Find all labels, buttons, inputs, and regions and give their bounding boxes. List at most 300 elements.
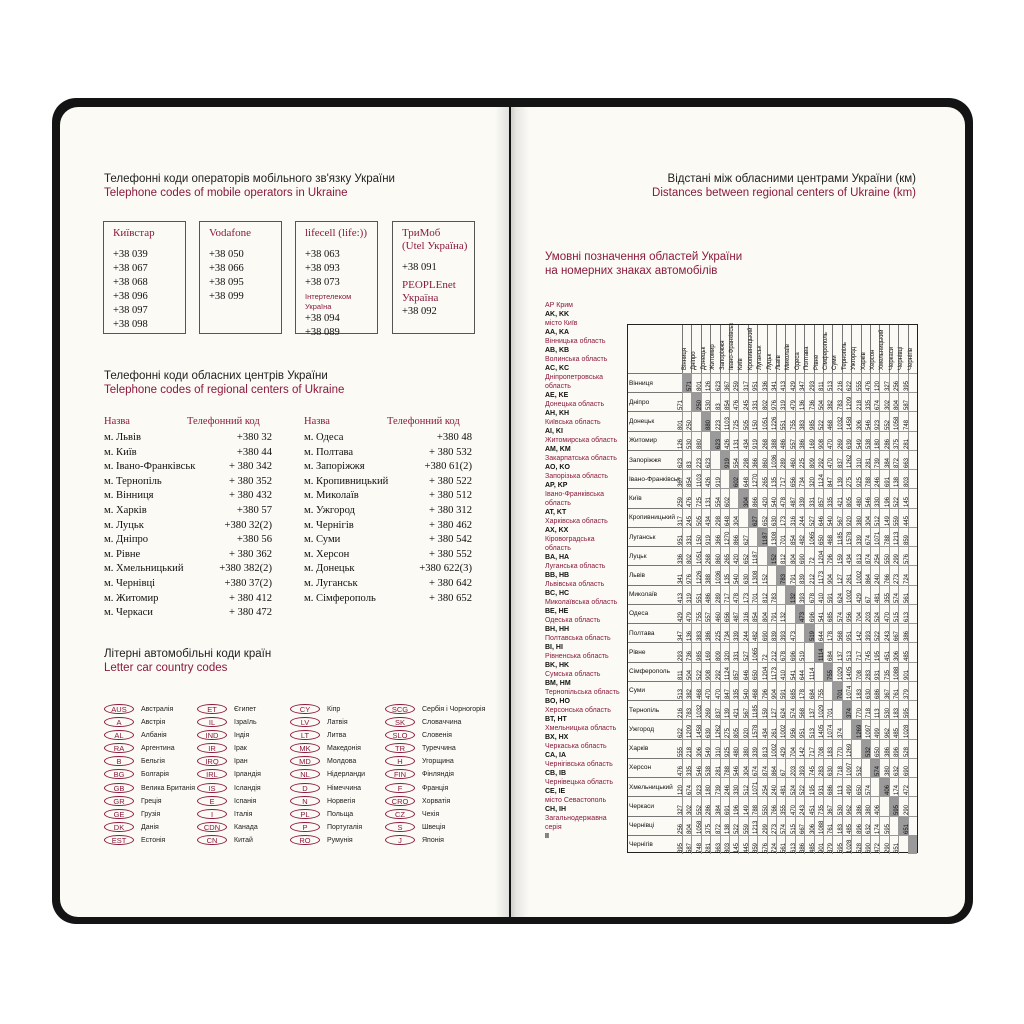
distance-value: 331 xyxy=(809,496,816,507)
city-row xyxy=(304,460,472,475)
distance-value: 1036 xyxy=(715,570,722,584)
distance-value: 196 xyxy=(884,496,891,507)
distance-value: 804 xyxy=(687,823,694,834)
plates-title-1: Умовні позначення областей України xyxy=(545,251,743,263)
distance-value: 595 xyxy=(837,842,844,853)
distance-value: 854 xyxy=(753,612,760,623)
distance-value: 298 xyxy=(743,458,750,469)
distance-value: 275 xyxy=(725,727,731,738)
distance-value: 551 xyxy=(781,419,788,430)
distance-value: 426 xyxy=(706,477,713,488)
distance-value: 528 xyxy=(856,842,863,853)
distance-value: 574 xyxy=(866,785,872,796)
distance-value: 522 xyxy=(894,496,901,507)
distance-value: 1173 xyxy=(772,666,778,680)
region-name: Херсонська область xyxy=(545,707,611,714)
country-code-oval: IL xyxy=(197,717,227,727)
region-name: Івано-Франківська область xyxy=(545,491,605,507)
distance-value: 717 xyxy=(809,746,816,757)
distance-value: 468 xyxy=(828,535,835,546)
distance-value: 652 xyxy=(762,515,769,526)
distance-value: 268 xyxy=(762,438,769,449)
country-name: Латвія xyxy=(327,719,348,727)
distance-cell xyxy=(903,739,917,758)
distance-value: 1002 xyxy=(781,724,788,738)
distance-value: 701 xyxy=(837,689,844,700)
distance-value: 880 xyxy=(706,419,713,430)
country-name: Чехія xyxy=(422,810,440,818)
distance-value: 256 xyxy=(894,381,901,392)
distance-value: 866 xyxy=(753,496,760,507)
region-name: Запорізька область xyxy=(545,473,609,480)
operator-name-line2: Україна xyxy=(402,292,439,304)
region-name: Сумська область xyxy=(545,671,601,678)
distance-cell xyxy=(734,508,747,527)
plate-code: CB, IB xyxy=(545,770,566,777)
region-name: Тернопільська область xyxy=(545,689,620,696)
distance-value: 366 xyxy=(753,458,760,469)
distance-value: 512 xyxy=(875,515,882,526)
distance-value: 602 xyxy=(725,496,731,507)
city-name: м. Запоріжжя xyxy=(304,461,365,473)
distance-value: 736 xyxy=(687,650,694,661)
distance-value: 265 xyxy=(762,477,769,488)
distance-value: 183 xyxy=(837,823,844,834)
row-header: Чернівці xyxy=(628,816,682,835)
plate-code: BO, HO xyxy=(545,698,570,705)
distance-value: 613 xyxy=(790,842,797,853)
distance-value: 513 xyxy=(678,689,684,700)
distance-value: 847 xyxy=(828,477,835,488)
country-code-oval: SK xyxy=(385,717,415,727)
distance-value: 745 xyxy=(866,650,872,661)
distance-value: 246 xyxy=(875,477,882,488)
country-name: Китай xyxy=(234,836,253,844)
distance-value: 630 xyxy=(866,689,872,700)
distance-value: 367 xyxy=(725,381,731,392)
distance-value: 1578 xyxy=(753,724,760,738)
operator-code: +38 066 xyxy=(209,263,244,274)
plate-code: AE, KE xyxy=(545,392,569,399)
distance-value: 874 xyxy=(762,766,769,777)
distance-value: 445 xyxy=(743,842,750,853)
distance-value: 717 xyxy=(781,477,788,488)
column-header-label: Чернігів xyxy=(907,347,914,370)
distance-value: 482 xyxy=(800,535,807,546)
distance-value: 196 xyxy=(734,804,741,815)
distance-value: 304 xyxy=(743,766,750,777)
city-row xyxy=(104,592,272,607)
distance-value: 451 xyxy=(884,650,891,661)
city-name: м. Кропивницький xyxy=(304,475,389,487)
distance-value: 195 xyxy=(809,785,816,796)
column-header xyxy=(851,325,860,373)
distance-value: 256 xyxy=(678,823,684,834)
distance-cell xyxy=(809,662,823,681)
distance-value: 306 xyxy=(894,650,901,661)
mobile-title-ua: Телефонні коди операторів мобільного зв'язку України xyxy=(104,173,395,185)
region-name: Кіровоградська область xyxy=(545,536,595,552)
city-code: +380 32 xyxy=(236,432,272,443)
distance-value: 656 xyxy=(725,612,731,623)
distance-value: 355 xyxy=(781,804,788,815)
distance-value: 304 xyxy=(734,515,741,526)
distance-value: 183 xyxy=(894,708,901,719)
country-name: Угорщина xyxy=(422,758,454,766)
distance-value: 374 xyxy=(837,727,844,738)
distance-value: 854 xyxy=(725,400,731,411)
country-code-oval: IS xyxy=(197,783,227,793)
country-name: Японія xyxy=(422,836,444,844)
column-header-label: Донецьк xyxy=(700,346,707,370)
operator-name: lifecell (life:)) xyxy=(305,227,367,239)
distance-value: 839 xyxy=(772,631,778,642)
distance-cell xyxy=(875,796,888,815)
distance-value: 512 xyxy=(743,785,750,796)
distance-value: 383 xyxy=(800,419,807,430)
distance-value: 530 xyxy=(706,400,713,411)
distance-cell xyxy=(903,604,917,623)
distance-value: 136 xyxy=(687,631,694,642)
distance-value: 1405 xyxy=(847,666,854,680)
distance-value: 316 xyxy=(790,515,797,526)
country-name: Португалія xyxy=(327,823,363,831)
distance-value: 734 xyxy=(800,477,807,488)
distance-value: 429 xyxy=(781,746,788,757)
distance-value: 546 xyxy=(866,419,872,430)
distance-value: 540 xyxy=(828,515,835,526)
plate-code: CE, IE xyxy=(545,788,566,795)
operator-code: +38 073 xyxy=(305,277,340,288)
column-header xyxy=(889,325,898,373)
distance-value: 1088 xyxy=(819,820,825,834)
distance-value: 1051 xyxy=(696,551,703,565)
distance-value: 976 xyxy=(772,400,778,411)
distance-value: 837 xyxy=(837,458,844,469)
city-code: +380 61(2) xyxy=(424,461,472,473)
distance-value: 223 xyxy=(696,458,703,469)
column-header-label: Львів xyxy=(776,355,782,370)
operator-code: +38 091 xyxy=(402,262,437,273)
distance-value: 630 xyxy=(743,573,750,584)
distance-value: 908 xyxy=(706,669,713,680)
city-code: + 380 412 xyxy=(228,592,272,604)
distance-value: 339 xyxy=(734,631,741,642)
distance-value: 142 xyxy=(800,746,807,757)
distance-cell xyxy=(696,431,710,450)
distance-value: 557 xyxy=(790,438,797,449)
city-row xyxy=(304,562,472,577)
distance-value: 203 xyxy=(866,612,872,623)
distance-cell xyxy=(687,411,700,430)
distance-value: 178 xyxy=(800,689,807,700)
distance-value: 919 xyxy=(715,477,722,488)
distance-value: 761 xyxy=(828,823,835,834)
country-name: Іран xyxy=(234,758,248,766)
city-name: м. Івано-Франківськ xyxy=(104,461,196,473)
distance-cell xyxy=(856,758,870,777)
region-name: місто Севастополь xyxy=(545,797,607,804)
distance-value: 460 xyxy=(715,612,722,623)
distance-value: 132 xyxy=(790,592,797,603)
distance-value: 624 xyxy=(837,592,844,603)
plate-code: BE, HE xyxy=(545,608,569,615)
distance-value: 931 xyxy=(875,669,882,680)
distance-value: 1308 xyxy=(753,570,760,584)
plate-code: CH, IH xyxy=(545,806,566,813)
city-code: + 380 432 xyxy=(228,490,272,502)
distance-cell xyxy=(903,585,917,604)
distance-value: 690 xyxy=(903,766,910,777)
country-name: Литва xyxy=(327,732,347,740)
city-code: +380 57 xyxy=(236,504,272,516)
plate-code: AM, KM xyxy=(545,446,571,453)
distance-value: 429 xyxy=(790,381,797,392)
city-row xyxy=(304,446,472,461)
distance-value: 304 xyxy=(866,515,872,526)
distance-value: 812 xyxy=(762,592,769,603)
country-code-oval: LT xyxy=(290,730,320,740)
distance-value: 216 xyxy=(837,381,844,392)
distance-value: 420 xyxy=(734,554,741,565)
country-code-oval: AL xyxy=(104,730,134,740)
column-header xyxy=(898,325,907,373)
country-code-oval: PL xyxy=(290,809,320,819)
city-code: + 380 352 xyxy=(228,475,272,487)
distance-value: 476 xyxy=(687,496,694,507)
distance-value: 791 xyxy=(790,573,797,584)
distance-value: 717 xyxy=(725,592,731,603)
column-header-label: Запоріжжя xyxy=(719,340,726,370)
distance-cell xyxy=(903,816,917,835)
distance-value: 1269 xyxy=(856,724,863,738)
region-name: Чернігівська область xyxy=(545,761,613,768)
city-code: + 380 362 xyxy=(228,548,272,560)
distance-value: 576 xyxy=(762,842,769,853)
distance-value: 173 xyxy=(781,515,788,526)
distance-value: 470 xyxy=(828,438,835,449)
distance-cell xyxy=(903,411,917,430)
distance-value: 1187 xyxy=(753,551,760,565)
distance-value: 292 xyxy=(819,458,825,469)
distance-value: 901 xyxy=(819,842,825,853)
distance-value: 139 xyxy=(837,477,844,488)
distance-value: 805 xyxy=(847,496,854,507)
plate-code: CA, IA xyxy=(545,752,566,759)
distance-value: 504 xyxy=(687,669,694,680)
distance-value: 367 xyxy=(678,477,684,488)
distance-value: 379 xyxy=(828,842,835,853)
country-name: Нідерланди xyxy=(327,771,366,779)
distance-value: 1058 xyxy=(894,416,901,430)
distance-value: 755 xyxy=(819,689,825,700)
distance-value: 386 xyxy=(706,631,713,642)
distance-value: 336 xyxy=(678,554,684,565)
city-code: +380 622(3) xyxy=(419,563,472,575)
distance-value: 685 xyxy=(828,612,835,623)
country-code-oval: H xyxy=(385,756,415,766)
distance-value: 859 xyxy=(753,842,760,853)
distance-value: 540 xyxy=(743,689,750,700)
distance-value: 595 xyxy=(903,708,910,719)
distance-value: 515 xyxy=(790,823,797,834)
distance-value: 487 xyxy=(734,612,741,623)
distance-value: 837 xyxy=(715,708,722,719)
column-header xyxy=(832,325,841,373)
plate-code: BK, HK xyxy=(545,662,570,669)
distance-value: 685 xyxy=(790,689,797,700)
distance-value: 145 xyxy=(734,842,741,853)
distance-value: 591 xyxy=(828,592,835,603)
column-header xyxy=(710,325,719,373)
country-name: Аргентина xyxy=(141,745,175,753)
region-name: Хмельницька область xyxy=(545,725,617,732)
distance-value: 755 xyxy=(696,612,703,623)
region-name: Волинська область xyxy=(545,356,608,363)
distance-value: 310 xyxy=(715,746,722,757)
plate-code: BT, HT xyxy=(545,716,567,723)
distance-value: 667 xyxy=(800,823,807,834)
distance-value: 1270 xyxy=(753,474,760,488)
distance-value: 896 xyxy=(856,823,863,834)
distance-value: 624 xyxy=(781,708,788,719)
distance-value: 289 xyxy=(715,592,722,603)
distance-value: 152 xyxy=(772,554,778,565)
region-name: місто Київ xyxy=(545,320,578,327)
distance-value: 250 xyxy=(696,400,703,411)
col-name-right: Назва xyxy=(304,416,330,427)
distance-value: 522 xyxy=(734,823,741,834)
row-header: Луцьк xyxy=(628,546,682,565)
distance-value: 923 xyxy=(875,419,882,430)
distance-value: 788 xyxy=(753,804,760,815)
distance-value: 72 xyxy=(762,653,769,661)
row-header: Чернігів xyxy=(628,835,682,854)
column-header-label: Київ xyxy=(738,358,745,370)
column-header xyxy=(720,325,729,373)
operator-code: +38 089 xyxy=(305,327,340,338)
country-name: Грузія xyxy=(141,810,161,818)
row-header: Миколаїв xyxy=(628,585,682,604)
distance-value: 1114 xyxy=(809,667,816,680)
country-name: Італія xyxy=(234,810,253,818)
distance-value: 804 xyxy=(790,554,797,565)
distance-value: 574 xyxy=(837,612,844,623)
distance-value: 1226 xyxy=(696,570,703,584)
distance-value: 499 xyxy=(875,727,882,738)
distance-value: 587 xyxy=(687,842,694,853)
distance-cell xyxy=(790,623,804,642)
country-name: Сербія і Чорногорія xyxy=(422,706,486,713)
distance-value: 1124 xyxy=(725,666,731,680)
column-header-label: Миколаїв xyxy=(785,344,792,370)
country-name: Словенія xyxy=(422,732,452,740)
distance-value: 1097 xyxy=(847,762,854,777)
distance-value: 281 xyxy=(866,458,872,469)
distance-value: 622 xyxy=(847,381,854,392)
country-name: Ірландія xyxy=(234,771,261,779)
distance-cell xyxy=(903,700,917,719)
distance-value: 380 xyxy=(856,515,863,526)
distance-value: 919 xyxy=(753,438,760,449)
distance-value: 804 xyxy=(894,400,901,411)
distance-value: 919 xyxy=(725,458,731,469)
distance-value: 470 xyxy=(884,612,891,623)
distance-value: 393 xyxy=(800,766,807,777)
operator-code: +38 093 xyxy=(305,263,340,274)
country-code-oval: RA xyxy=(104,743,134,753)
distance-value: 813 xyxy=(856,554,863,565)
mobile-title-en: Telephone codes of mobile operators in Ukraine xyxy=(104,187,348,199)
distance-value: 481 xyxy=(781,785,788,796)
country-name: Словаччина xyxy=(422,719,462,727)
country-name: Бельгія xyxy=(141,758,165,766)
country-code-oval: GB xyxy=(104,783,134,793)
distance-value: 310 xyxy=(856,458,863,469)
distance-value: 1032 xyxy=(837,416,844,430)
country-code-oval: IND xyxy=(197,730,227,740)
country-name: Данія xyxy=(141,823,159,831)
distance-value: 1065 xyxy=(753,647,760,661)
distance-value: 482 xyxy=(753,631,760,642)
distance-value: 809 xyxy=(715,650,722,661)
distance-value: 302 xyxy=(884,400,891,411)
distance-value: 541 xyxy=(790,669,797,680)
distance-value: 985 xyxy=(696,650,703,661)
column-header-label: Суми xyxy=(832,355,839,370)
country-name: Фінляндія xyxy=(422,771,454,779)
city-row xyxy=(104,460,272,475)
distance-value: 138 xyxy=(894,477,901,488)
row-header: Ужгород xyxy=(628,719,682,738)
distance-value: 559 xyxy=(743,823,750,834)
distance-value: 923 xyxy=(696,785,703,796)
column-header xyxy=(879,325,888,373)
row-header: Запоріжжя xyxy=(628,450,682,469)
city-list-right xyxy=(304,431,472,606)
country-code-oval: LV xyxy=(290,717,320,727)
distance-value: 801 xyxy=(696,381,703,392)
distance-value: 857 xyxy=(734,669,741,680)
distance-value: 522 xyxy=(875,631,882,642)
distance-cell xyxy=(828,700,841,719)
distance-value: 538 xyxy=(866,438,872,449)
distance-value: 347 xyxy=(800,381,807,392)
city-code: + 380 532 xyxy=(428,446,472,458)
distance-cell xyxy=(903,662,917,681)
row-header: Рівне xyxy=(628,642,682,661)
column-header xyxy=(908,325,917,373)
distance-value: 138 xyxy=(725,823,731,834)
distance-value: 120 xyxy=(875,381,882,392)
distance-value: 809 xyxy=(809,458,816,469)
city-code: + 380 642 xyxy=(428,577,472,589)
city-row xyxy=(304,431,472,446)
distance-value: 546 xyxy=(696,766,703,777)
country-code-oval: S xyxy=(385,822,415,832)
distance-value: 380 xyxy=(866,804,872,815)
distance-value: 559 xyxy=(894,515,901,526)
distance-value: 623 xyxy=(706,458,713,469)
distance-value: 574 xyxy=(781,823,788,834)
distance-value: 1185 xyxy=(753,705,760,719)
column-header xyxy=(823,325,832,373)
distance-value: 555 xyxy=(856,381,863,392)
row-header: Полтава xyxy=(628,623,682,642)
distance-value: 473 xyxy=(790,631,797,642)
city-code: + 380 342 xyxy=(228,461,272,473)
distance-value: 504 xyxy=(819,400,825,411)
